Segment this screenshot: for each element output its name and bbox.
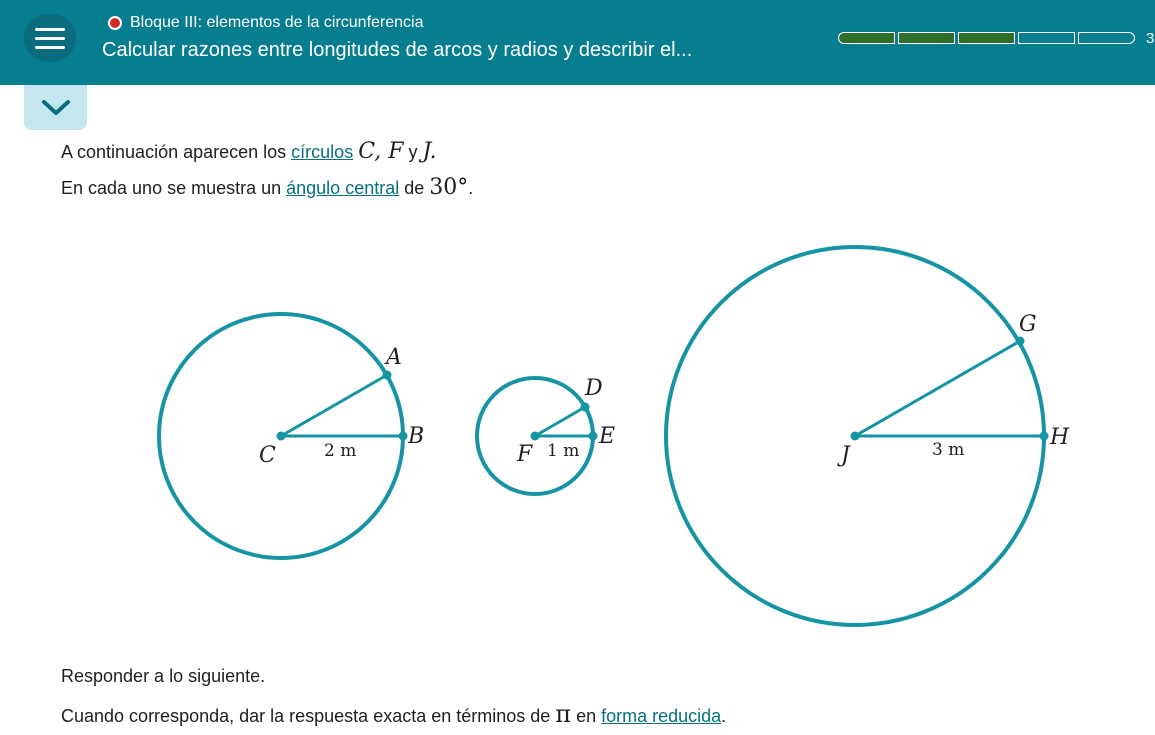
label-g: G [1019, 312, 1037, 337]
forma-reducida-link[interactable]: forma reducida [601, 706, 722, 726]
label-a: A [386, 345, 402, 370]
label-j: J [841, 443, 850, 468]
intro-de: de [399, 178, 430, 198]
point-j [851, 432, 860, 441]
label-radius-1m: 1 m [547, 441, 580, 461]
label-h: H [1050, 425, 1070, 450]
label-b: B [408, 424, 425, 449]
intro-text: En cada uno se muestra un [61, 178, 287, 198]
point-a [383, 371, 392, 380]
intro-text: A continuación aparecen los [61, 142, 292, 162]
instructions-period: . [721, 706, 727, 726]
page-title: Calcular razones entre longitudes de arcos y radios y describir el... [102, 39, 693, 61]
point-h [1040, 432, 1049, 441]
radius-fd [535, 407, 585, 436]
instructions-en: en [571, 706, 602, 726]
instructions-text: Cuando corresponda, dar la respuesta exacta en términos de [61, 706, 556, 726]
radius-ca [281, 375, 387, 436]
label-e: E [599, 424, 616, 449]
math-circle-j: J. [422, 139, 437, 164]
angulo-central-link[interactable]: ángulo central [286, 178, 400, 198]
radius-jg [855, 341, 1020, 436]
point-g [1016, 337, 1025, 346]
point-e [589, 432, 598, 441]
math-pi: π [555, 700, 572, 728]
label-d: D [585, 376, 603, 401]
circulos-link[interactable]: círculos [291, 142, 354, 162]
topic-label: Bloque III: elementos de la circunferencia [130, 14, 424, 31]
math-angle: 30° [429, 175, 469, 200]
math-circles: C, F [358, 139, 404, 164]
point-c [277, 432, 286, 441]
instructions-line-1: Responder a lo siguiente. [61, 666, 266, 686]
instructions-line-2 [61, 700, 726, 728]
point-b [399, 432, 408, 441]
point-f [531, 432, 540, 441]
progress-count: 3 [1146, 30, 1155, 47]
label-c: C [259, 443, 276, 468]
point-d [581, 403, 590, 412]
label-radius-3m: 3 m [932, 440, 965, 460]
intro-y: y [403, 142, 423, 162]
label-radius-2m: 2 m [324, 441, 357, 461]
intro-period: . [468, 178, 474, 198]
label-f: F [517, 442, 533, 467]
